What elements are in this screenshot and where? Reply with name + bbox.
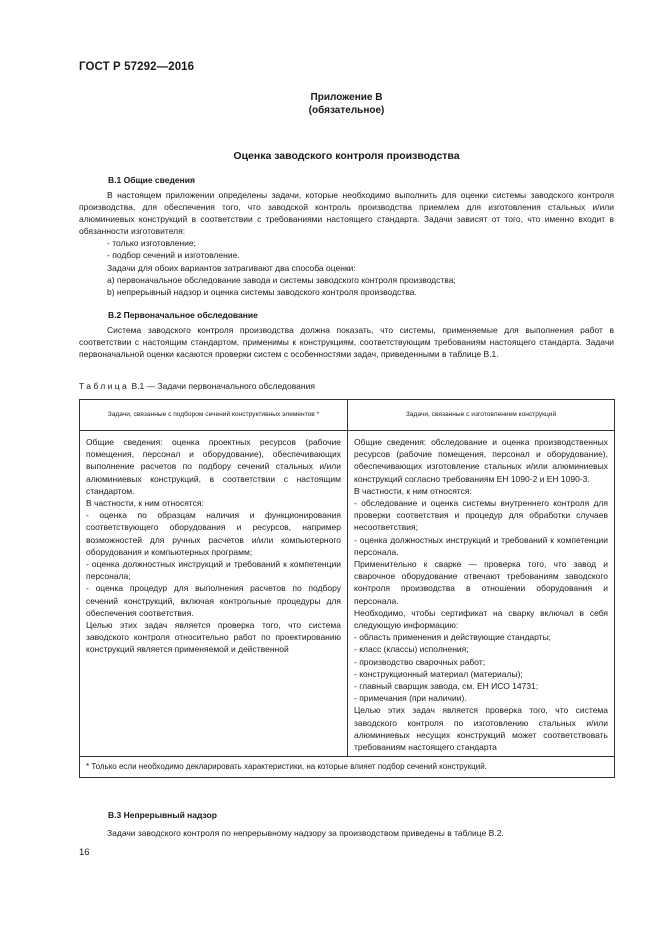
cell-line: Необходимо, чтобы сертификат на сварку включал в себя следующую информацию:	[354, 607, 608, 631]
section-b3-heading: В.3 Непрерывный надзор	[108, 810, 217, 820]
section-b2-heading: В.2 Первоначальное обследование	[108, 310, 258, 320]
cell-line: В частности, к ним относятся:	[354, 485, 472, 496]
cell-line: - оценка по образцам наличия и функционирования соответствующего оборудования и ресурсов, например возможностей для ручных расчетов и/или компьютерного оборудования и компьютерных программ;	[86, 510, 341, 557]
table-footnote-row	[80, 757, 615, 778]
cell-line: - оценка должностных инструкций и требований к компетенции персонала;	[86, 559, 341, 582]
table-header-row	[80, 400, 615, 431]
section-b3-text: Задачи заводского контроля по непрерывному надзору за производством приведены в таблице В.2.	[107, 828, 504, 838]
section-b2-text: Система заводского контроля производства должна показать, что системы, применяемые для выполнения работ в соответствии с настоящим стандартом, применимы к конструкциям, соответствующим требованиям настоящего стандарта. Задачи первоначальной оценки касаются проверки систем с особенностями задач, приведенными в таблице В.1.	[79, 325, 614, 360]
cell-line: Общие сведения: оценка проектных ресурсов (рабочие помещения, персонал и оборудование), обеспечивающих выполнение расчетов по подбору сечений стальных и/или алюминиевых конструкций, в соответствии с настоящим стандартом.	[86, 437, 341, 496]
cell-line: - конструкционный материал (материалы);	[354, 668, 523, 679]
cell-line: - обследование и оценка системы внутреннего контроля для проверки соответствия и процедур для обработки случаев несоответствия;	[354, 498, 608, 533]
table-caption-label: Таблица	[79, 381, 130, 391]
cell-line: - примечания (при наличии).	[354, 693, 467, 704]
list-item: a) первоначальное обследование завода и системы заводского контроля производства;	[107, 274, 456, 285]
table-cell-fabrication-tasks	[348, 431, 615, 757]
section-b1-lead: Задачи для обоих вариантов затрагивают два способа оценки:	[107, 262, 356, 273]
cell-line: Общие сведения: обследование и оценка производственных ресурсов (рабочие помещения, персонал и оборудование), обеспечивающих изготовление стальных и/или алюминиевых конструкций согласно требованиям ЕН 1090-2 и ЕН 1090-3.	[354, 437, 608, 484]
table-header-design-tasks: Задачи, связанные с подбором сечений конструктивных элементов *	[80, 400, 348, 431]
cell-line: Целью этих задач является проверка того, что система заводского контроля относительно работ по проектированию конструкций является применяемой и действенной	[86, 620, 341, 655]
table-cell-design-tasks	[80, 431, 348, 757]
section-b2-body	[79, 324, 614, 360]
cell-line: - класс (классы) исполнения;	[354, 644, 469, 655]
main-title: Оценка заводского контроля производства	[233, 150, 460, 162]
page-number: 16	[79, 847, 90, 858]
cell-line: - область применения и действующие стандарты;	[354, 632, 552, 643]
cell-line: В частности, к ним относятся:	[86, 498, 204, 509]
section-b1-intro: В настоящем приложении определены задачи, которые необходимо выполнить для оценки системы заводского контроля производства, для обеспечения того, что заводской контроль производства приемлем для изготовления стальных и/или алюминиевых конструкций в соответствии с требованиями настоящего стандарта. Задачи зависят от того, что именно входит в обязанности изготовителя:	[79, 190, 614, 237]
list-item: - только изготовление;	[107, 238, 196, 249]
standard-code: ГОСТ Р 57292—2016	[79, 61, 195, 73]
cell-line: Целью этих задач является проверка того, что система заводского контроля по изготовлению стальных и/или алюминиевых несущих конструкций может соответствовать требованиям настоящего стандарта	[354, 705, 608, 753]
table-row	[80, 431, 615, 757]
appendix-title: Приложение В	[310, 92, 383, 103]
appendix-status: (обязательное)	[308, 105, 385, 116]
cell-line: - главный сварщик завода, см. ЕН ИСО 14731;	[354, 681, 539, 692]
cell-line: - оценка должностных инструкций и требований к компетенции персонала.	[354, 534, 608, 557]
cell-line: - производство сварочных работ;	[354, 656, 486, 667]
list-item: b) непрерывный надзор и оценка системы заводского контроля производства.	[107, 286, 417, 297]
table-caption	[79, 381, 315, 391]
table-caption-text: В.1 — Задачи первоначального обследования	[129, 381, 315, 391]
table-footnote: * Только если необходимо декларировать характеристики, на которые влияет подбор сечений конструкций.	[80, 757, 615, 778]
section-b1-heading: В.1 Общие сведения	[108, 175, 195, 185]
cell-line: Применительно к сварке — проверка того, что завод и сварочное оборудование отвечают требованиям заводского контроля производства в отношении оборудования и персонала.	[354, 559, 608, 606]
cell-line: - оценка процедур для выполнения расчетов по подбору сечений конструкций, включая контрольные процедуры для обеспечения соответствия.	[86, 583, 341, 618]
section-b1-body	[79, 189, 614, 298]
list-item: - подбор сечений и изготовление.	[107, 250, 240, 261]
table-b1	[79, 399, 615, 778]
section-b3-body	[79, 827, 614, 839]
table-header-fabrication-tasks: Задачи, связанные с изготовлением конструкций	[348, 400, 615, 431]
